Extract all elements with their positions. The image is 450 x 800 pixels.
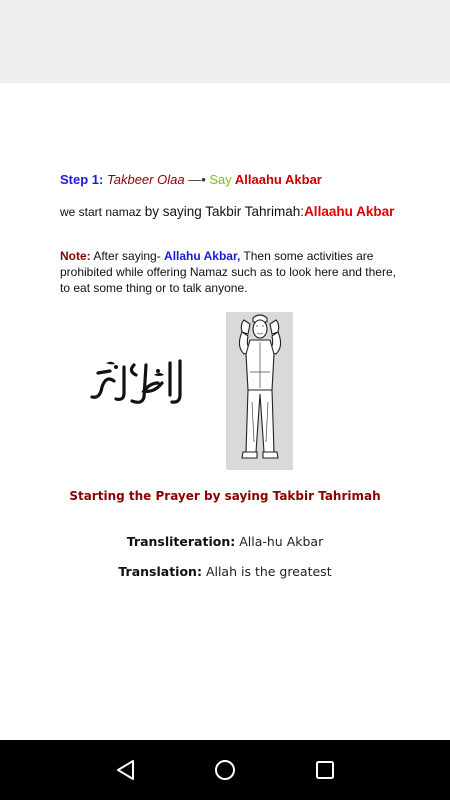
step-label: Step 1 — [60, 172, 100, 187]
transliteration-value: Alla-hu Akbar — [239, 534, 324, 549]
image-caption: Starting the Prayer by saying Takbir Tahrimah — [69, 489, 381, 503]
top-bar — [0, 0, 450, 83]
step-heading — [60, 172, 322, 187]
note-lead: After saying- — [93, 249, 161, 263]
translation-line — [0, 564, 450, 579]
back-triangle-icon — [113, 757, 139, 783]
content-area[interactable] — [0, 83, 450, 740]
arabic-calligraphy-image — [84, 353, 189, 413]
standing-man-icon — [226, 312, 293, 470]
step-colon: : — [99, 172, 104, 187]
step-dash: —• — [188, 172, 206, 187]
intro-text — [60, 203, 405, 221]
step-phrase: Allaahu Akbar — [234, 172, 322, 187]
arabic-calligraphy-icon — [84, 353, 189, 413]
navigation-bar — [0, 740, 450, 800]
note-label: Note: — [60, 249, 91, 263]
takbeer-name: Takbeer Olaa — [106, 172, 185, 187]
note-text — [60, 248, 400, 296]
translation-value: Allah is the greatest — [205, 564, 332, 579]
praying-man-illustration — [226, 312, 293, 470]
recent-apps-button[interactable] — [312, 757, 338, 783]
say-word: Say — [209, 172, 232, 187]
intro-lead: we start namaz — [60, 205, 142, 219]
note-body: Then some activities are prohibited while offering Namaz such as to look here and there, to eat some thing or to talk anyone. — [60, 249, 396, 295]
home-button[interactable] — [212, 757, 238, 783]
transliteration-label: Transliteration: — [126, 534, 236, 549]
translation-label: Translation: — [118, 564, 202, 579]
back-button[interactable] — [113, 757, 139, 783]
transliteration-line — [0, 534, 450, 549]
intro-middle: by saying Takbir Tahrimah: — [144, 204, 305, 219]
intro-highlight: Allaahu Akbar — [304, 204, 395, 219]
home-circle-icon — [212, 757, 238, 783]
recent-square-icon — [312, 757, 338, 783]
note-highlight: Allahu Akbar, — [164, 249, 241, 263]
